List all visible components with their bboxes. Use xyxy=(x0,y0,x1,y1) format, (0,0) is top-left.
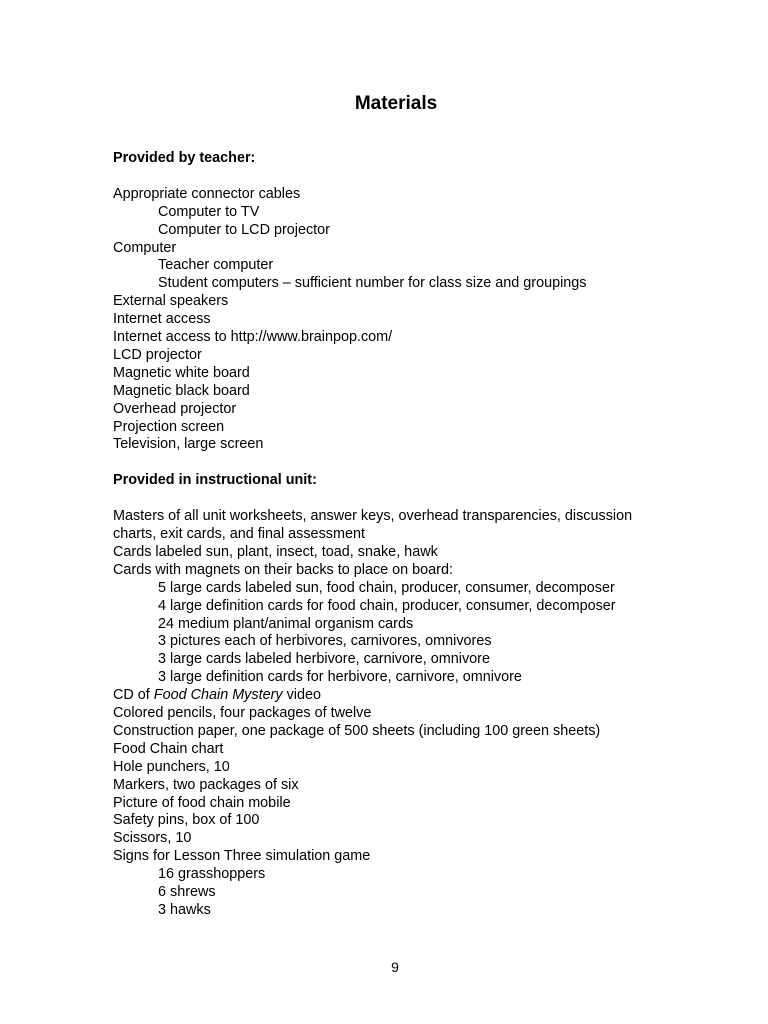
list-item: Internet access to http://www.brainpop.com/ xyxy=(113,329,393,346)
cd-prefix: CD of xyxy=(113,687,150,704)
list-item: Picture of food chain mobile xyxy=(113,794,291,811)
list-item: Hole punchers, 10 xyxy=(113,758,230,775)
list-item: Cards with magnets on their backs to place on board: xyxy=(113,561,453,578)
list-item: Safety pins, box of 100 xyxy=(113,812,260,829)
list-item: Scissors, 10 xyxy=(113,830,192,847)
teacher-section-heading: Provided by teacher: xyxy=(113,150,256,166)
list-item: Magnetic black board xyxy=(113,382,250,399)
list-item: Magnetic white board xyxy=(113,364,250,381)
materials-content xyxy=(113,150,673,920)
spacer xyxy=(113,490,673,508)
list-subitem: 24 medium plant/animal organism cards xyxy=(158,615,414,632)
list-subitem: 3 pictures each of herbivores, carnivores, omnivores xyxy=(158,633,492,650)
list-item: Appropriate connector cables xyxy=(113,185,301,202)
list-item: Colored pencils, four packages of twelve xyxy=(113,705,372,722)
list-item-cd xyxy=(113,687,673,705)
list-item: Television, large screen xyxy=(113,436,264,453)
list-subitem: Computer to TV xyxy=(158,203,260,220)
list-item: External speakers xyxy=(113,293,229,310)
list-item: Overhead projector xyxy=(113,400,237,417)
list-item: Computer xyxy=(113,239,177,256)
list-item: Projection screen xyxy=(113,418,225,435)
spacer xyxy=(113,168,673,186)
list-subitem: 3 large definition cards for herbivore, carnivore, omnivore xyxy=(158,669,522,686)
list-item: Construction paper, one package of 500 sheets (including 100 green sheets) xyxy=(113,722,601,739)
list-item: Masters of all unit worksheets, answer keys, overhead transparencies, discussion charts, exit cards, and final assessment xyxy=(113,508,633,542)
list-subitem: 5 large cards labeled sun, food chain, producer, consumer, decomposer xyxy=(158,579,615,596)
list-item: LCD projector xyxy=(113,346,202,363)
list-item: Signs for Lesson Three simulation game xyxy=(113,848,371,865)
list-subitem: 4 large definition cards for food chain, producer, consumer, decomposer xyxy=(158,597,616,614)
list-subitem: Student computers – sufficient number for class size and groupings xyxy=(158,275,587,292)
cd-suffix: video xyxy=(286,687,321,704)
list-item: Markers, two packages of six xyxy=(113,776,299,793)
cd-title: Food Chain Mystery xyxy=(153,687,283,704)
list-subitem: Computer to LCD projector xyxy=(158,221,330,238)
list-item: Internet access xyxy=(113,311,211,328)
list-subitem: 16 grasshoppers xyxy=(158,866,266,883)
list-item: Food Chain chart xyxy=(113,740,224,757)
unit-materials-list xyxy=(113,508,673,920)
list-item: Cards labeled sun, plant, insect, toad, snake, hawk xyxy=(113,543,438,560)
list-subitem: 3 hawks xyxy=(158,902,211,919)
unit-section-heading: Provided in instructional unit: xyxy=(113,472,317,489)
page-title: Materials xyxy=(354,93,438,114)
list-subitem: 3 large cards labeled herbivore, carnivore, omnivore xyxy=(158,651,490,668)
list-subitem: 6 shrews xyxy=(158,884,216,901)
page-number: 9 xyxy=(391,959,399,975)
teacher-materials-list xyxy=(113,186,673,455)
spacer xyxy=(113,454,673,472)
list-subitem: Teacher computer xyxy=(158,257,274,274)
